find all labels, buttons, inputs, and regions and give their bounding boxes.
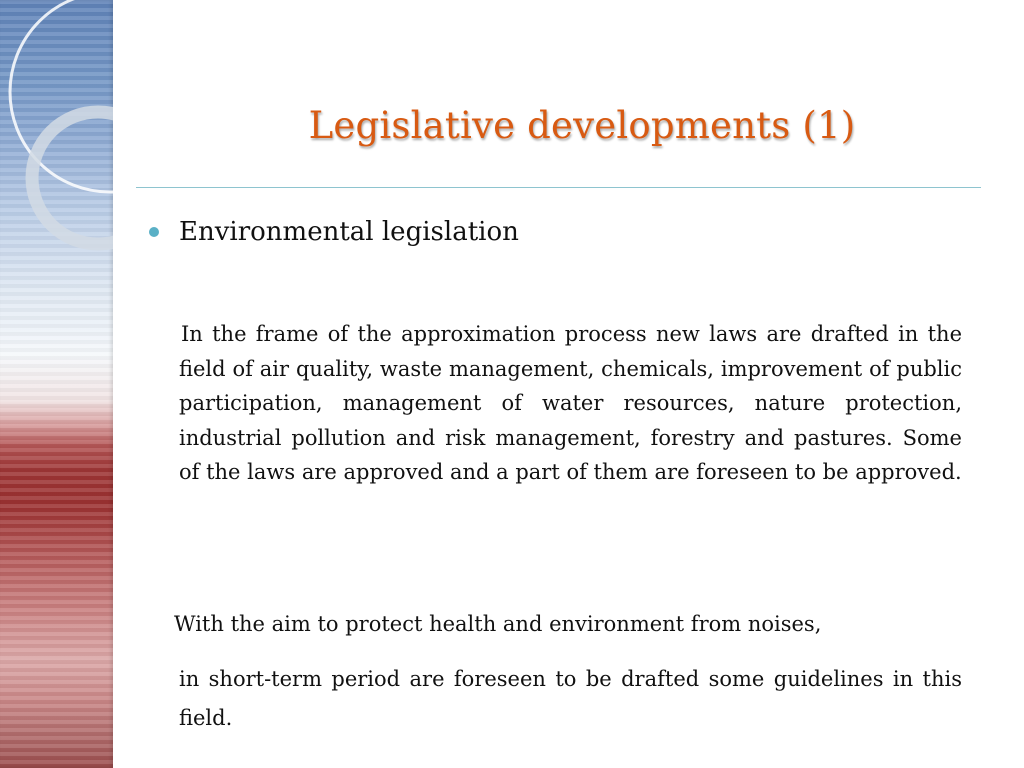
thick-ring	[32, 112, 113, 244]
bullet-dot-icon	[149, 227, 159, 237]
paragraph-noise-guidelines: in short-term period are foreseen to be drafted some guidelines in this field.	[179, 667, 962, 730]
bullet-text: Environmental legislation	[179, 217, 519, 247]
slide-title: Legislative developments (1)	[308, 104, 856, 147]
decorative-side-band	[0, 0, 113, 768]
title-divider	[136, 187, 981, 188]
decorative-rings	[0, 0, 113, 768]
paragraph-noise-intro: With the aim to protect health and environment from noises,	[174, 612, 822, 636]
paragraph-approximation: In the frame of the approximation process new laws are drafted in the field of air quality, waste management, chemicals, improvement of public participation, management of water resources, nature protection, industrial pollution and risk management, forestry and pastures. Some of the laws are approved and a part of them are foreseen to be approved.	[179, 322, 962, 484]
large-ring	[10, 0, 113, 192]
